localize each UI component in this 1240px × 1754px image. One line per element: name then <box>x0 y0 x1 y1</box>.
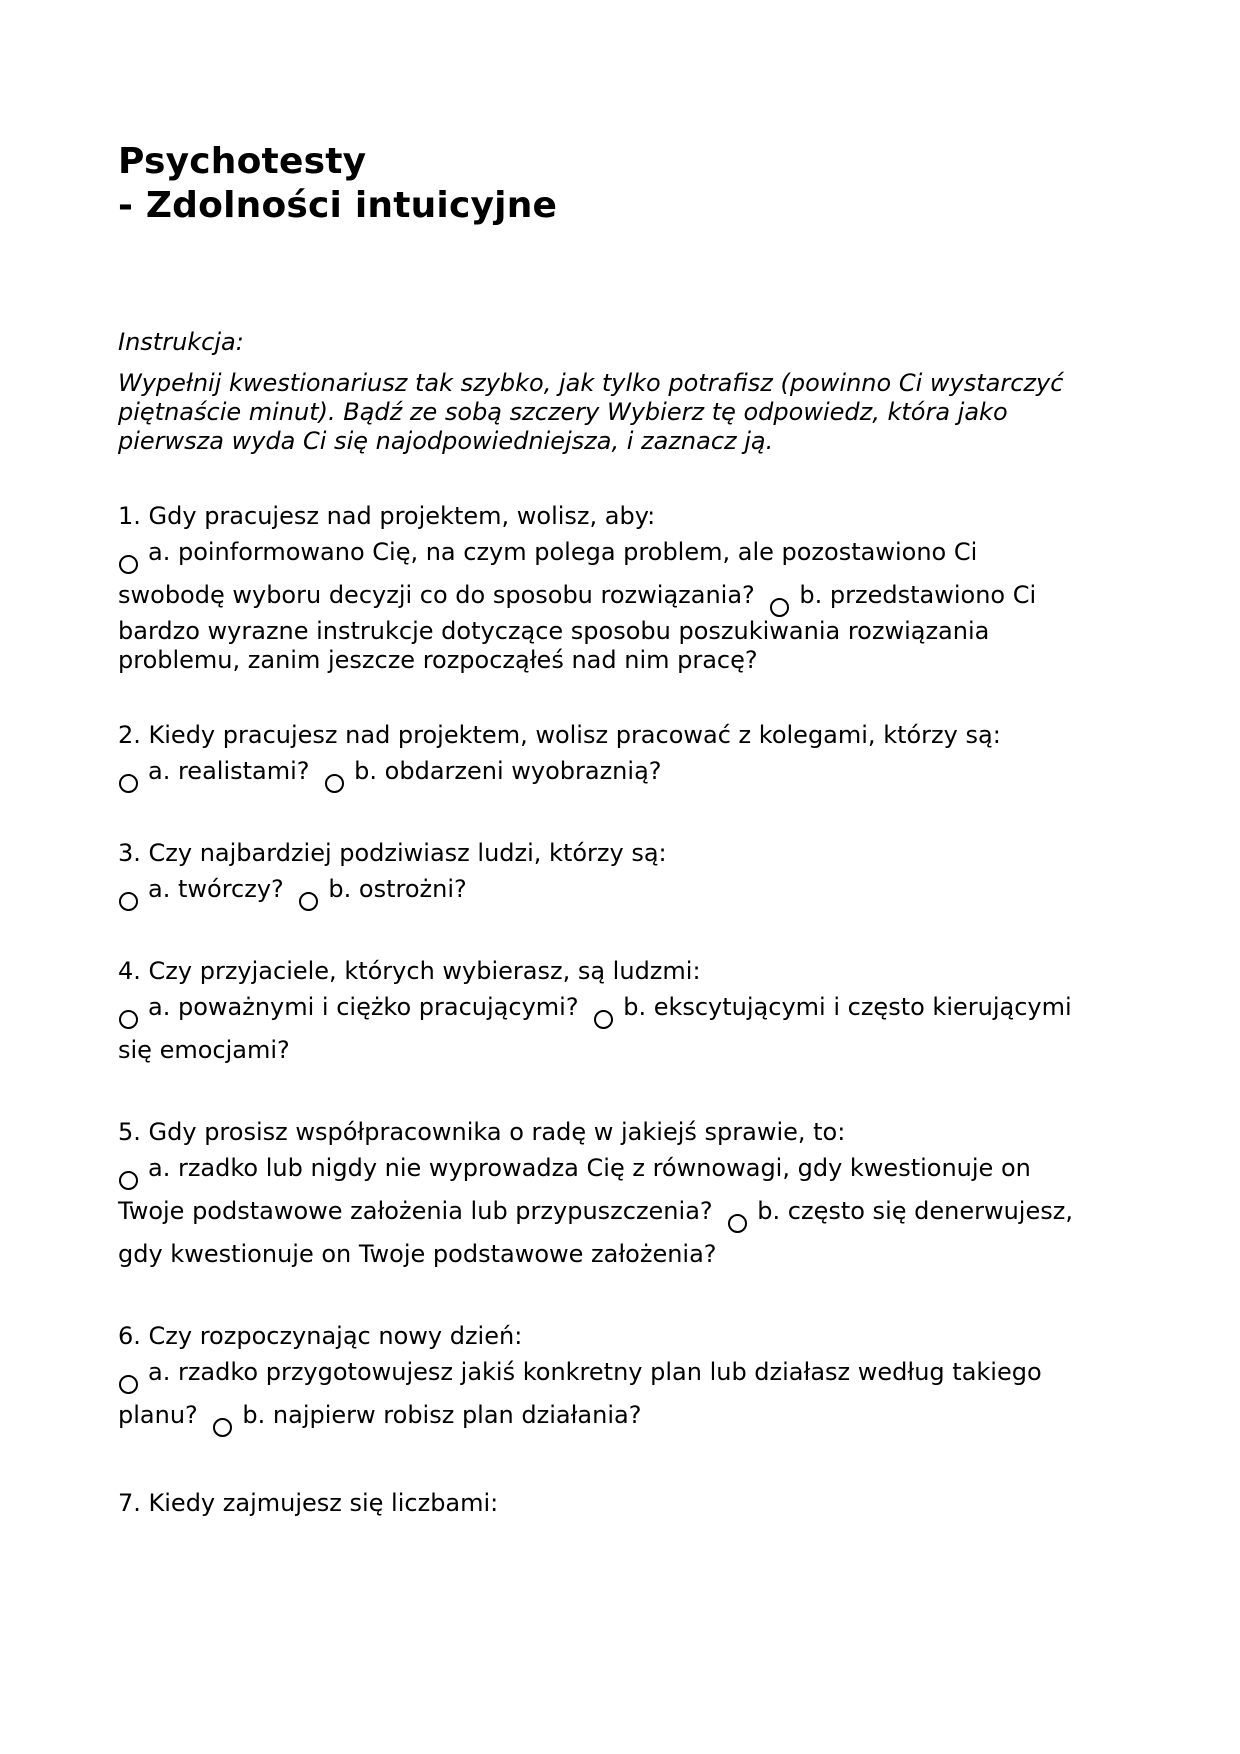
option-b-label: b. ostrożni? <box>328 875 467 903</box>
question-text: 7. Kiedy zajmujesz się liczbami: <box>118 1489 499 1517</box>
option-a-label-cont: planu? <box>118 1401 198 1429</box>
answers <box>118 1147 1118 1276</box>
radio-option-b[interactable] <box>594 1010 613 1029</box>
radio-option-b[interactable] <box>770 598 789 617</box>
document-title <box>118 140 1118 228</box>
answers <box>118 868 1118 911</box>
document-page <box>118 140 1118 1518</box>
option-a-label-cont: swobodę wyboru decyzji co do sposobu rozwiązania? <box>118 581 755 609</box>
radio-option-a[interactable] <box>119 1010 138 1029</box>
option-b-label-cont: bardzo wyrazne instrukcje dotyczące sposobu poszukiwania rozwiązania problemu, zanim jeszcze rozpocząłeś nad nim pracę? <box>118 617 990 674</box>
question-text: 1. Gdy pracujesz nad projektem, wolisz, aby: <box>118 502 656 530</box>
radio-option-a[interactable] <box>119 1375 138 1394</box>
question-7 <box>118 1489 1118 1518</box>
question-1 <box>118 502 1118 675</box>
question-6 <box>118 1322 1118 1437</box>
radio-option-a[interactable] <box>119 892 138 911</box>
question-2 <box>118 721 1118 793</box>
option-a-label: a. realistami? <box>148 757 310 785</box>
title-line-2: - Zdolności intuicyjne <box>118 185 558 226</box>
option-a-label: a. rzadko przygotowujesz jakiś konkretny plan lub działasz według takiego <box>148 1358 1042 1386</box>
option-a-label: a. poinformowano Cię, na czym polega problem, ale pozostawiono Ci <box>148 538 978 566</box>
answers <box>118 986 1118 1072</box>
option-b-label: b. ekscytującymi i często kierującymi <box>623 993 1072 1021</box>
option-a-label: a. twórczy? <box>148 875 284 903</box>
question-text: 2. Kiedy pracujesz nad projektem, wolisz pracować z kolegami, którzy są: <box>118 721 1001 749</box>
question-text: 6. Czy rozpoczynając nowy dzień: <box>118 1322 523 1350</box>
option-b-label: b. obdarzeni wyobraznią? <box>354 757 662 785</box>
answers <box>118 750 1118 793</box>
instruction-text: Wypełnij kwestionariusz tak szybko, jak tylko potrafisz (powinno Ci wystarczyć piętnaście minut). Bądź ze sobą szczery Wybierz tę odpowiedz, która jako pierwsza wyda Ci się najodpowiedniejsza, i zaznacz ją. <box>118 369 1064 455</box>
option-a-label: a. rzadko lub nigdy nie wyprowadza Cię z równowagi, gdy kwestionuje on <box>148 1154 1031 1182</box>
question-text: 4. Czy przyjaciele, których wybierasz, są ludzmi: <box>118 957 701 985</box>
title-line-1: Psychotesty <box>118 141 367 182</box>
question-text: 5. Gdy prosisz współpracownika o radę w jakiejś sprawie, to: <box>118 1118 846 1146</box>
answers <box>118 1351 1118 1437</box>
radio-option-b[interactable] <box>325 774 344 793</box>
option-a-label: a. poważnymi i ciężko pracującymi? <box>148 993 579 1021</box>
question-5 <box>118 1118 1118 1276</box>
option-b-label-cont: gdy kwestionuje on Twoje podstawowe założenia? <box>118 1240 717 1268</box>
answers <box>118 531 1118 675</box>
option-a-label-cont: Twoje podstawowe założenia lub przypuszczenia? <box>118 1197 713 1225</box>
question-3 <box>118 839 1118 911</box>
radio-option-a[interactable] <box>119 774 138 793</box>
question-4 <box>118 957 1118 1072</box>
radio-option-a[interactable] <box>119 555 138 574</box>
instruction-label: Instrukcja: <box>118 328 244 356</box>
option-b-label-cont: się emocjami? <box>118 1036 290 1064</box>
option-b-label: b. często się denerwujesz, <box>757 1197 1073 1225</box>
radio-option-a[interactable] <box>119 1171 138 1190</box>
radio-option-b[interactable] <box>213 1418 232 1437</box>
option-b-label: b. przedstawiono Ci <box>799 581 1037 609</box>
question-text: 3. Czy najbardziej podziwiasz ludzi, którzy są: <box>118 839 667 867</box>
option-b-label: b. najpierw robisz plan działania? <box>242 1401 642 1429</box>
radio-option-b[interactable] <box>299 892 318 911</box>
radio-option-b[interactable] <box>728 1214 747 1233</box>
